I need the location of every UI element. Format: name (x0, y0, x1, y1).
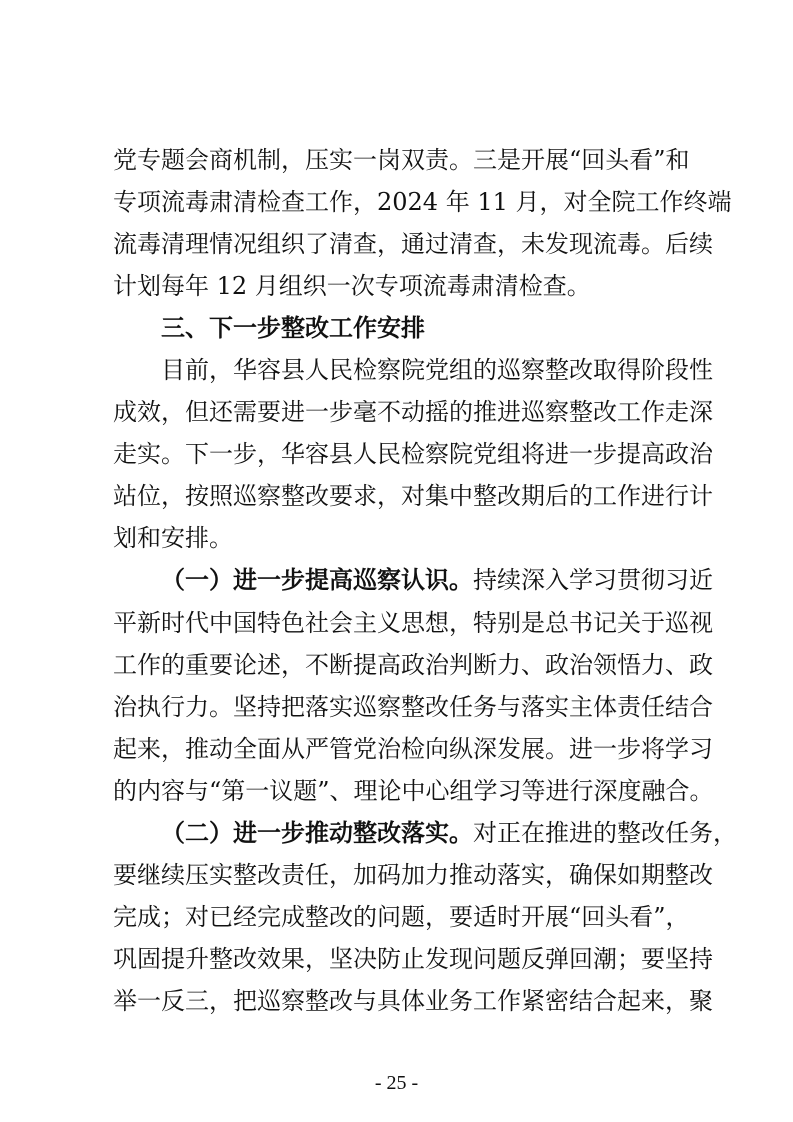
text-line (113, 181, 732, 223)
line-text: 工作的重要论述，不断提高政治判断力、政治领悟力、政 (113, 650, 713, 679)
bold-lead: （一）进一步提高巡察认识。 (161, 566, 473, 595)
bold-lead: 三、下一步整改工作安排 (161, 314, 425, 343)
line-text: 治执行力。坚持把落实巡察整改任务与落实主体责任结合 (113, 692, 713, 721)
text-line (113, 728, 713, 770)
text-line (113, 980, 713, 1022)
text-line (113, 854, 713, 896)
line-text: 的内容与“第一议题”、理论中心组学习等进行深度融合。 (113, 776, 714, 805)
line-text: 完成；对已经完成整改的问题，要适时开展“回头看”， (113, 902, 690, 931)
text-line (113, 770, 714, 812)
text-line (113, 433, 713, 475)
line-text: 划和安排。 (113, 524, 233, 553)
line-text: 巩固提升整改效果，坚决防止发现问题反弹回潮；要坚持 (113, 944, 713, 973)
bold-lead: （二）进一步推动整改落实。 (161, 818, 473, 847)
text-line (113, 812, 737, 854)
line-text: 走实。下一步，华容县人民检察院党组将进一步提高政治 (113, 440, 713, 469)
text-line (113, 602, 713, 644)
document-body (113, 139, 737, 1022)
line-text: 对正在推进的整改任务， (473, 818, 737, 847)
line-text: 平新时代中国特色社会主义思想，特别是总书记关于巡视 (113, 608, 713, 637)
text-line (113, 896, 690, 938)
line-text: 目前，华容县人民检察院党组的巡察整改取得阶段性 (161, 356, 713, 385)
text-line (113, 349, 713, 391)
line-text: 专项流毒肃清检查工作，2024 年 11 月，对全院工作终端 (113, 188, 732, 217)
text-line (113, 559, 713, 601)
text-line (113, 644, 713, 686)
line-text: 成效，但还需要进一步毫不动摇的推进巡察整改工作走深 (113, 398, 713, 427)
text-line (113, 139, 690, 181)
text-line (113, 517, 681, 559)
text-line (113, 686, 713, 728)
text-line (113, 391, 713, 433)
line-text: 站位，按照巡察整改要求，对集中整改期后的工作进行计 (113, 482, 713, 511)
line-text: 流毒清理情况组织了清查，通过清查，未发现流毒。后续 (113, 230, 713, 259)
text-line (113, 223, 713, 265)
line-text: 持续深入学习贯彻习近 (473, 566, 713, 595)
line-text: 举一反三，把巡察整改与具体业务工作紧密结合起来，聚 (113, 986, 713, 1015)
line-text: 起来，推动全面从严管党治检向纵深发展。进一步将学习 (113, 734, 713, 763)
text-line (113, 475, 713, 517)
line-text: 党专题会商机制，压实一岗双责。三是开展“回头看”和 (113, 146, 690, 174)
text-line (113, 938, 713, 980)
line-text: 计划每年 12 月组织一次专项流毒肃清检查。 (113, 272, 591, 301)
page-number: - 25 - (374, 1072, 419, 1094)
line-text: 要继续压实整改责任，加码加力推动落实，确保如期整改 (113, 860, 713, 889)
text-line (113, 265, 681, 307)
section-heading (113, 307, 681, 349)
